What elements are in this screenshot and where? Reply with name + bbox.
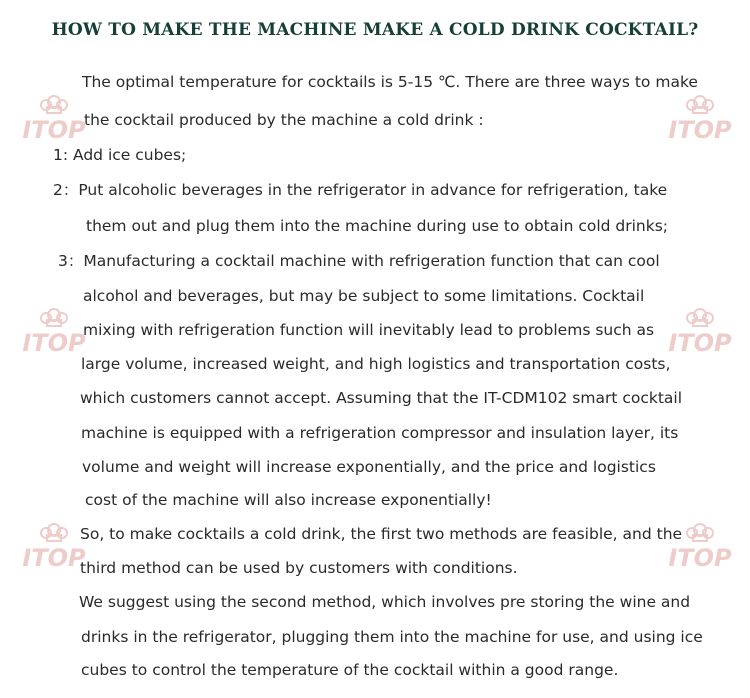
method-2-line: 2：Put alcoholic beverages in the refrigerator in advance for refrigeration, take [53, 181, 668, 199]
intro-line: The optimal temperature for cocktails is 5-15 ℃. There are three ways to make [82, 73, 698, 91]
intro-line: the cocktail produced by the machine a cold drink : [84, 111, 484, 129]
suggestion-line: We suggest using the second method, which involves pre storing the wine and [79, 593, 691, 611]
chef-hat-icon [14, 92, 94, 144]
svg-text:ITOP: ITOP [668, 544, 732, 572]
method-1-line: 1: Add ice cubes; [53, 146, 187, 164]
svg-text:ITOP: ITOP [22, 329, 86, 357]
conclusion-line: So, to make cocktails a cold drink, the first two methods are feasible, and the [80, 525, 683, 543]
suggestion-line: drinks in the refrigerator, plugging them into the machine for use, and using ice [81, 628, 703, 646]
svg-text:ITOP: ITOP [22, 544, 86, 572]
method-2-line: them out and plug them into the machine during use to obtain cold drinks; [86, 217, 669, 235]
chef-hat-icon [660, 92, 740, 144]
watermark-logo-left-2 [14, 305, 94, 357]
page-title: HOW TO MAKE THE MACHINE MAKE A COLD DRINK COCKTAIL? [51, 20, 699, 40]
watermark-logo-right-1 [660, 92, 740, 144]
watermark-logo-left-1 [14, 92, 94, 144]
method-3-line: 3：Manufacturing a cocktail machine with refrigeration function that can cool [58, 252, 660, 270]
method-3-line: mixing with refrigeration function will inevitably lead to problems such as [83, 321, 655, 339]
method-3-line: alcohol and beverages, but may be subject to some limitations. Cocktail [83, 287, 645, 305]
svg-text:ITOP: ITOP [22, 116, 86, 144]
svg-text:ITOP: ITOP [668, 116, 732, 144]
chef-hat-icon [660, 305, 740, 357]
suggestion-line: cubes to control the temperature of the cocktail within a good range. [81, 661, 619, 679]
method-3-line: volume and weight will increase exponentially, and the price and logistics [82, 458, 656, 476]
chef-hat-icon [14, 305, 94, 357]
method-3-line: cost of the machine will also increase exponentially! [85, 491, 492, 509]
method-3-line: machine is equipped with a refrigeration compressor and insulation layer, its [81, 424, 679, 442]
svg-text:ITOP: ITOP [668, 329, 732, 357]
conclusion-line: third method can be used by customers with conditions. [80, 559, 518, 577]
method-3-line: large volume, increased weight, and high logistics and transportation costs, [81, 355, 671, 373]
watermark-logo-right-2 [660, 305, 740, 357]
method-3-line: which customers cannot accept. Assuming that the IT-CDM102 smart cocktail [80, 389, 683, 407]
